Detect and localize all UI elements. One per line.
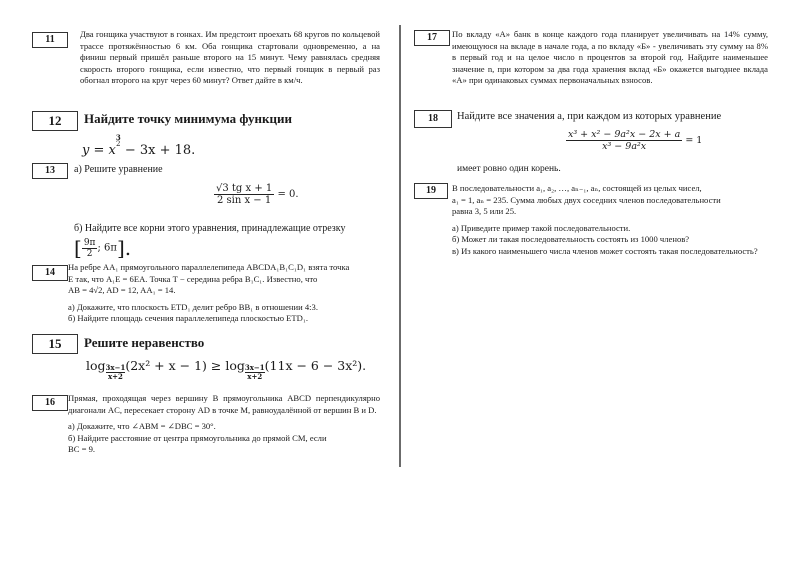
problem-part-b: б) Найдите площадь сечения параллелепипеда плоскостью ETD₁. xyxy=(68,313,308,324)
problem-number: 12 xyxy=(48,113,62,128)
inequality-right: (11x − 6 − 3x²). xyxy=(264,358,367,373)
problem-11-text xyxy=(80,29,380,87)
problem-text: По вкладу «А» банк в конце каждого года планирует увеличивать на 14% сумму, имеющуюся на вкладе в начале года, а по вкладу «Б» - увеличивать эту сумму на 8% в первый год и на целое число n процентов за второй год. Найдите наименьшее значение n, при котором за два года хранения вклад «Б» окажется выгоднее вклада «А» при одинаковых суммах первоначальных взносов. xyxy=(452,29,768,86)
problem-part-a: а) Приведите пример такой последовательности. xyxy=(452,222,631,233)
problem-number: 15 xyxy=(48,336,62,351)
problem-text-line: На ребре AA₁ прямоугольного параллелепипеда ABCDA₁B₁C₁D₁ взята точка xyxy=(68,262,350,272)
problem-12-number-box xyxy=(32,111,78,131)
problem-text-line: В последовательности a₁, a₂, …, aₙ₋₁, aₙ, состоящей из целых чисел, xyxy=(452,183,702,193)
problem-text-line: AB = 4√2, AD = 12, AA₁ = 14. xyxy=(68,285,176,296)
problem-part-a: а) Докажите, что ∠ABM = ∠DBC = 30°. xyxy=(68,421,216,432)
problem-15-number-box xyxy=(32,334,78,354)
problem-part-c: в) Из какого наименьшего числа членов может состоять такая последовательность? xyxy=(452,245,758,256)
problem-18-heading: Найдите все значения a, при каждом из которых уравнение xyxy=(457,111,722,122)
equation-rhs: = 0. xyxy=(277,189,299,200)
problem-13-interval xyxy=(74,236,131,260)
problem-16-text xyxy=(68,393,380,456)
problem-11-number-box xyxy=(32,32,68,48)
problem-text: Два гонщика участвуют в гонках. Им предстоит проехать 68 кругов по кольцевой трассе протяжённостью 6 км. Оба гонщика стартовали одновременно, а на финиш первый пришёл раньше второго на 15 минут. Чему равнялась средняя скорость второго гонщика, если известно, что первый гонщик в первый раз обогнал второго на круг через 60 минут? Ответ дайте в км/ч. xyxy=(80,29,380,86)
problem-text-line: равна 3, 5 или 25. xyxy=(452,206,517,217)
inequality-left: (2x² + x − 1) ≥ log xyxy=(125,358,245,373)
problem-16-number-box xyxy=(32,395,68,411)
problem-12-formula xyxy=(82,134,195,158)
problem-13-part-a: а) Решите уравнение xyxy=(74,164,163,175)
problem-part-b: б) Может ли такая последовательность состоять из 1000 членов? xyxy=(452,234,690,245)
interval-rest: ; 6π xyxy=(97,242,117,254)
problem-18-tail: имеет ровно один корень. xyxy=(457,164,561,174)
problem-13-equation xyxy=(214,183,299,206)
exponent-numerator: 3 xyxy=(115,133,121,142)
problem-13-part-b: б) Найдите все корни этого уравнения, принадлежащие отрезку xyxy=(74,223,346,234)
problem-number: 17 xyxy=(427,32,437,43)
problem-text-line: E так, что A₁E = 6EA. Точка T − середина ребра B₁C₁. Известно, что xyxy=(68,273,318,284)
problem-number: 13 xyxy=(45,165,55,176)
problem-17-number-box xyxy=(414,30,450,46)
problem-19-text xyxy=(452,183,768,258)
log-function: log xyxy=(86,358,106,373)
problem-14-text xyxy=(68,262,380,325)
equation-denominator: 2 sin x − 1 xyxy=(217,195,272,206)
problem-part-b-cont: BC = 9. xyxy=(68,444,96,455)
problem-17-text xyxy=(452,29,768,87)
problem-number: 16 xyxy=(45,397,55,408)
problem-text: Прямая, проходящая через вершину B прямоугольника ABCD перпендикулярно диагонали AC, пересекает сторону AD в точке M, равноудалённой от вершин B и D. xyxy=(68,393,380,415)
equation-numerator: x³ + x² − 9a²x − 2x + a xyxy=(568,129,681,140)
problem-part-b: б) Найдите расстояние от центра прямоугольника до прямой CM, если xyxy=(68,432,327,443)
interval-bracket-close: ]. xyxy=(116,236,132,260)
problem-number: 19 xyxy=(426,185,436,196)
log-base-numerator: 3x−1 xyxy=(105,363,126,372)
problem-part-a: а) Докажите, что плоскость ETD₁ делит ребро BB₁ в отношении 4:3. xyxy=(68,301,318,312)
interval-numerator: 9π xyxy=(83,237,96,248)
exponent-denominator: 2 xyxy=(116,140,121,148)
equation-numerator: √3 tg x + 1 xyxy=(216,183,273,194)
problem-number: 11 xyxy=(45,34,55,45)
problem-13-number-box xyxy=(32,163,68,179)
log-base-denominator: x+2 xyxy=(247,372,263,381)
problem-18-number-box xyxy=(414,110,452,128)
problem-text-line: a₁ = 1, aₙ = 235. Сумма любых двух соседних членов последовательности xyxy=(452,194,721,205)
problem-number: 18 xyxy=(428,113,438,124)
problem-18-equation xyxy=(566,129,702,152)
problem-15-heading: Решите неравенство xyxy=(84,335,205,350)
interval-denominator: 2 xyxy=(86,248,93,259)
problem-19-number-box xyxy=(414,183,448,199)
formula-rhs: − 3x + 18. xyxy=(120,143,196,158)
equation-denominator: x³ − 9a²x xyxy=(602,141,647,152)
problem-12-heading: Найдите точку минимума функции xyxy=(84,111,292,126)
equation-rhs: = 1 xyxy=(685,135,703,146)
problem-number: 14 xyxy=(45,267,55,278)
interval-bracket-open: [ xyxy=(74,236,82,260)
problem-14-number-box xyxy=(32,265,68,281)
log-base-numerator: 3x−1 xyxy=(244,363,265,372)
log-base-denominator: x+2 xyxy=(107,372,123,381)
formula-lhs: y = x xyxy=(82,143,116,158)
problem-15-inequality xyxy=(86,358,366,381)
column-divider xyxy=(399,25,401,467)
